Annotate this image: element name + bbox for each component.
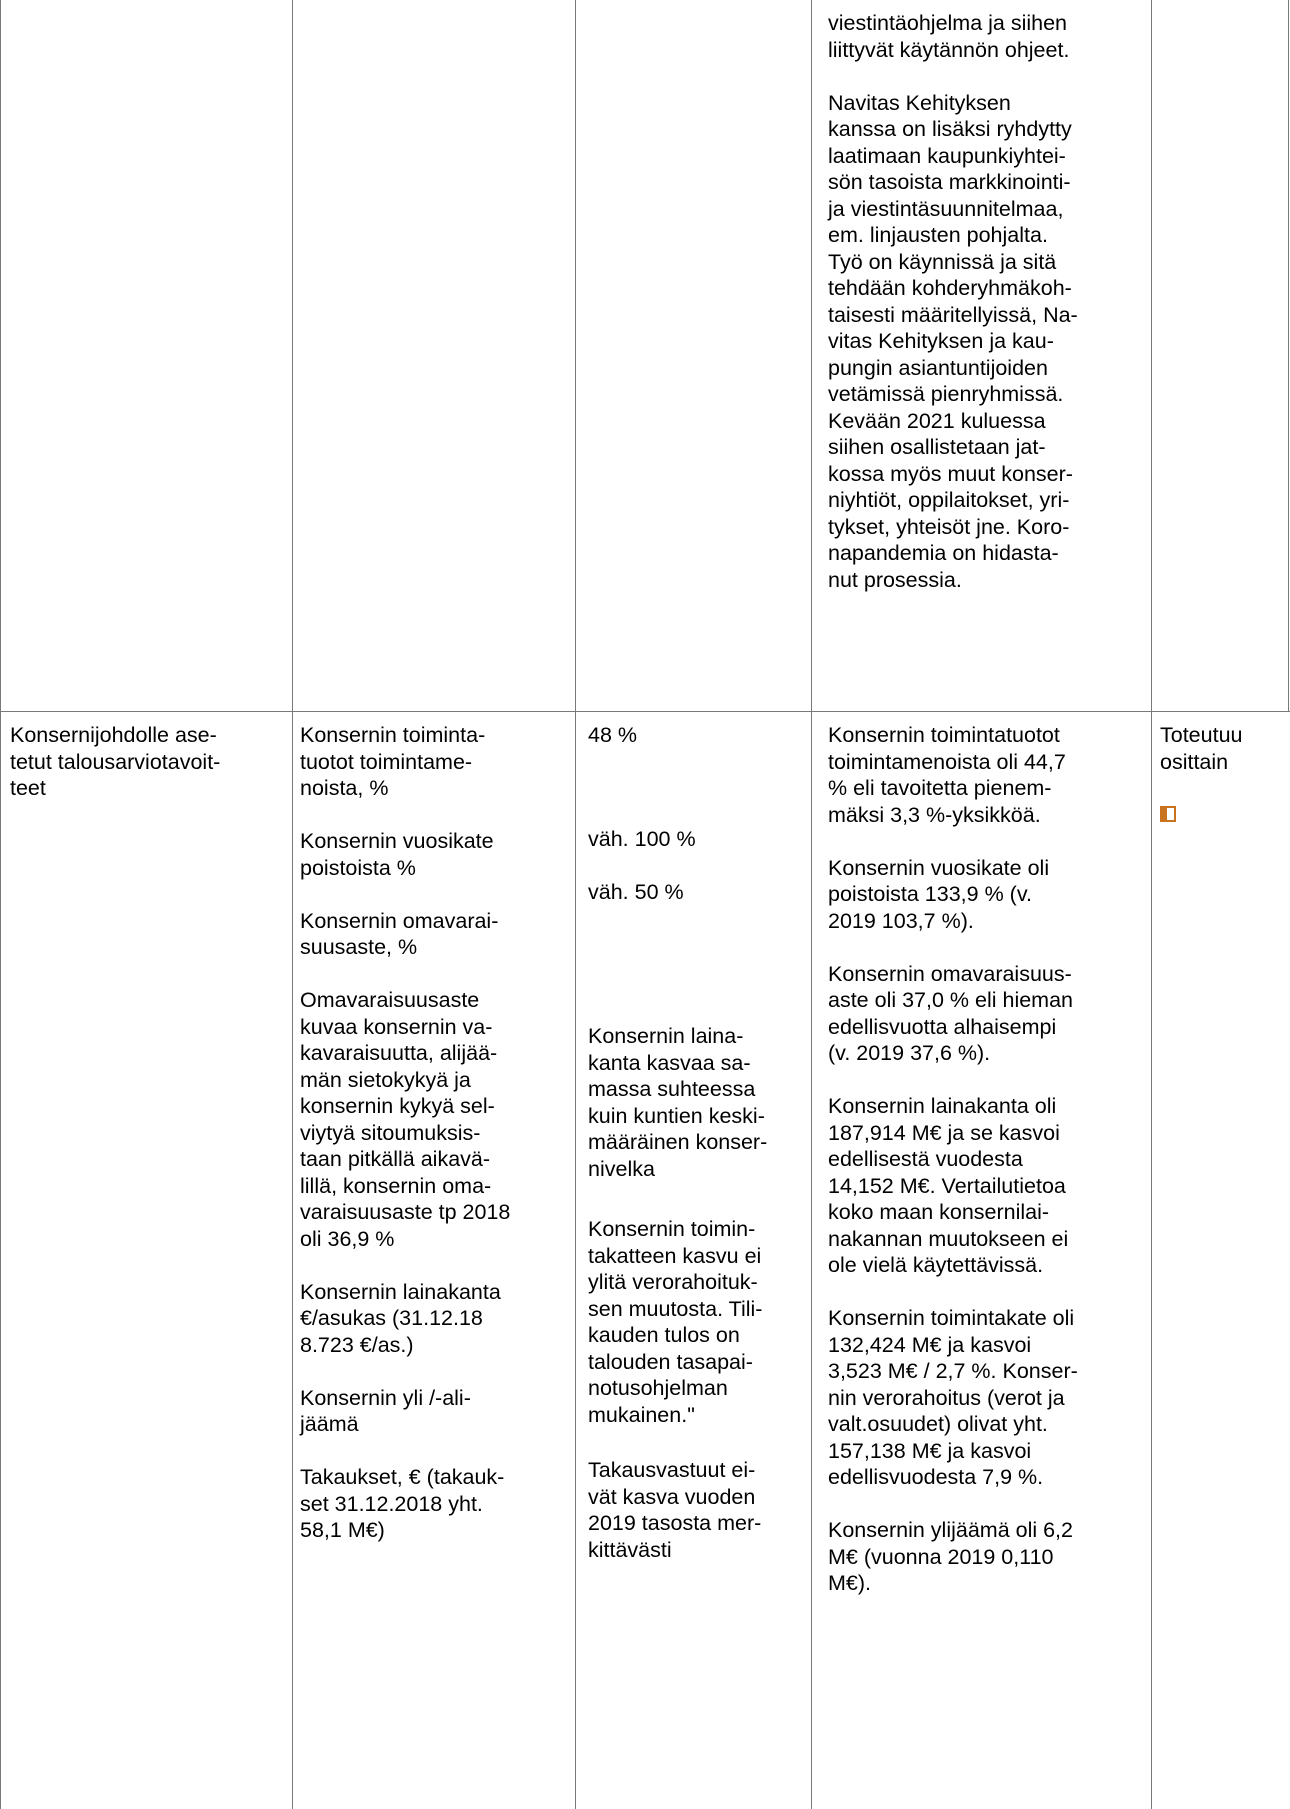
indicator-3: Konsernin omavarai- suusaste, % xyxy=(300,908,499,959)
row2-goal-text: Konsernijohdolle ase- tetut talousarviotavoit- teet xyxy=(10,723,221,800)
row2-status-cell xyxy=(1160,722,1285,828)
table-border-col3 xyxy=(811,0,812,1809)
result-5: Konsernin toimintakate oli 132,424 M€ ja kasvoi 3,523 M€ / 2,7 %. Konser- nin verorahoitus (verot ja valt.osuudet) olivat yht. 157,138 M€ ja kasvoi edellisvuodesta 7,9 %. xyxy=(828,1306,1078,1489)
table-border-left xyxy=(0,0,1,1809)
target-2: väh. 100 % xyxy=(588,827,696,851)
table-border-right xyxy=(1288,0,1289,712)
half-filled-square-icon xyxy=(1160,806,1176,822)
target-6: Takausvastuut ei- vät kasva vuoden 2019 tasosta mer- kittävästi xyxy=(588,1458,762,1562)
row-divider xyxy=(0,711,1290,712)
row1-result-text-1: viestintäohjelma ja siihen liittyvät käytännön ohjeet. xyxy=(828,11,1070,62)
table-border-col4 xyxy=(1151,0,1152,1809)
target-4: Konsernin laina- kanta kasvaa sa- massa suhteessa kuin kuntien keski- määräinen konser- nivelka xyxy=(588,1024,768,1181)
result-2: Konsernin vuosikate oli poistoista 133,9 % (v. 2019 103,7 %). xyxy=(828,855,1050,933)
result-3: Konsernin omavaraisuus- aste oli 37,0 % eli hieman edellisvuotta alhaisempi (v. 2019 37,6 %). xyxy=(828,961,1074,1065)
row1-result-text-2: Navitas Kehityksen kanssa on lisäksi ryhdytty laatimaan kaupunkiyhtei- sön tasoista markkinointi- ja viestintäsuunnitelmaa, em. linjausten pohjalta. Työ on käynnissä ja sitä tehdään kohderyhmäkoh- taisesti määritellyissä, Na- vitas Kehityksen ja kau- pungin asiantuntijoiden vetämissä pienryhmissä. Kevään 2021 kuluessa siihen osallistetaan jat- kossa myös muut konser- niyhtiöt, oppilaitokset, yri- tykset, yhteisöt jne. Koro- napandemia on hidasta- nut prosessia. xyxy=(828,90,1078,592)
indicator-1: Konsernin toiminta- tuotot toimintame- noista, % xyxy=(300,723,486,800)
row1-result-cell xyxy=(828,10,1148,593)
result-1: Konsernin toimintatuotot toimintamenoista oli 44,7 % eli tavoitetta pienem- mäksi 3,3 %-yksikköä. xyxy=(828,723,1066,827)
target-3: väh. 50 % xyxy=(588,880,684,904)
row2-indicator-cell xyxy=(300,722,572,1544)
indicator-6: Konsernin yli /-ali- jäämä xyxy=(300,1385,471,1436)
target-1: 48 % xyxy=(588,723,638,747)
indicator-5: Konsernin lainakanta €/asukas (31.12.18 8.723 €/as.) xyxy=(300,1279,501,1357)
target-5: Konsernin toimin- takatteen kasvu ei ylitä verorahoituk- sen muutosta. Tili- kauden tulos on talouden tasapai- notusohjelman mukainen." xyxy=(588,1217,763,1427)
row2-goal-cell xyxy=(10,722,288,802)
indicator-4: Omavaraisuusaste kuvaa konsernin va- kavaraisuutta, alijää- män sietokykyä ja konsernin kykyä sel- viytyä sitoumuksis- taan pitkällä aikavä- lillä, konsernin oma- varaisuusaste tp 2018 oli 36,9 % xyxy=(300,988,511,1251)
status-text: Toteutuu osittain xyxy=(1160,723,1243,774)
result-6: Konsernin ylijäämä oli 6,2 M€ (vuonna 2019 0,110 M€). xyxy=(828,1518,1073,1595)
indicator-7: Takaukset, € (takauk- set 31.12.2018 yht. 58,1 M€) xyxy=(300,1465,505,1542)
indicator-2: Konsernin vuosikate poistoista % xyxy=(300,829,494,880)
result-4: Konsernin lainakanta oli 187,914 M€ ja se kasvoi edellisestä vuodesta 14,152 M€. Vertailutietoa koko maan konsernilai- nakannan muutokseen ei ole vielä käytettävissä. xyxy=(828,1094,1069,1277)
table-border-col2 xyxy=(575,0,576,1809)
table-border-col1 xyxy=(292,0,293,1809)
row2-result-cell xyxy=(828,722,1148,1597)
